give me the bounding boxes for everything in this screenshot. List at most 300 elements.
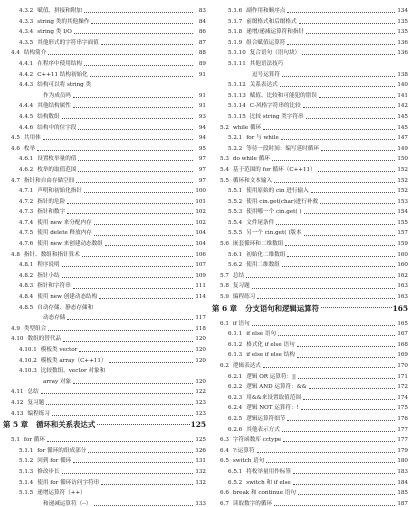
toc-dot-leader bbox=[287, 12, 395, 13]
toc-dot-leader bbox=[297, 357, 395, 358]
toc-entry bbox=[212, 433, 408, 444]
toc-dot-leader bbox=[67, 213, 193, 214]
toc-dot-leader bbox=[293, 484, 395, 485]
toc-entry-title: 编程练习 bbox=[232, 294, 256, 301]
toc-entry-title: switch 语句 bbox=[232, 458, 265, 465]
toc-dot-leader bbox=[278, 335, 395, 336]
toc-entry-page: 180 bbox=[397, 458, 408, 465]
toc-entry-page: 120 bbox=[195, 378, 206, 385]
toc-entry bbox=[3, 407, 206, 418]
toc-dot-leader bbox=[62, 118, 193, 119]
toc-entry-page: 86 bbox=[198, 29, 206, 36]
toc-entry-page: 123 bbox=[195, 399, 206, 406]
toc-entry-page: 122 bbox=[195, 389, 206, 396]
toc-chapter-entry bbox=[3, 417, 206, 433]
toc-dot-leader bbox=[257, 298, 395, 299]
toc-entry-page: 84 bbox=[198, 18, 206, 25]
toc-entry-number: 4.8.2 bbox=[19, 272, 34, 279]
toc-entry-title: 分支语句和逻辑运算符 bbox=[245, 303, 319, 313]
toc-dot-leader bbox=[276, 224, 395, 225]
toc-entry-number: 5.5.1 bbox=[228, 188, 243, 195]
toc-dot-leader bbox=[78, 171, 193, 172]
toc-entry bbox=[3, 174, 206, 185]
toc-entry-page: 152 bbox=[397, 188, 408, 195]
toc-entry-page: 176 bbox=[397, 415, 408, 422]
toc-entry bbox=[212, 370, 408, 381]
toc-entry-title: 总结 bbox=[27, 389, 39, 396]
toc-entry bbox=[3, 46, 206, 57]
toc-entry-page: 125 bbox=[195, 437, 206, 444]
toc-entry-title: 指针和字符串 bbox=[37, 283, 71, 290]
toc-entry-number: 第 5 章 bbox=[3, 420, 29, 430]
toc-entry-page: 107 bbox=[195, 262, 206, 269]
toc-entry-number: 6.6 bbox=[220, 490, 229, 497]
toc-entry-number: 5.1.2 bbox=[19, 458, 34, 465]
toc-entry-title: for 与 while bbox=[246, 135, 279, 142]
toc-entry-number: 6.7 bbox=[220, 500, 229, 507]
toc-entry-title: C-风格字符串的比较 bbox=[249, 103, 301, 110]
toc-entry-title: 递增/递减运算符和指针 bbox=[246, 29, 305, 36]
toc-entry-number: 6.1.3 bbox=[228, 352, 243, 359]
toc-entry-title: 结构简介 bbox=[23, 50, 47, 57]
toc-entry-title: 指针的危险 bbox=[37, 198, 66, 205]
toc-entry-page: 160 bbox=[397, 251, 408, 258]
toc-entry bbox=[212, 78, 408, 89]
toc-entry-title: 类型组合 bbox=[23, 325, 47, 332]
toc-entry-number: 4.5 bbox=[11, 135, 20, 142]
toc-dot-leader bbox=[67, 203, 193, 204]
toc-entry bbox=[212, 412, 408, 423]
toc-entry bbox=[3, 269, 206, 280]
toc-entry-page: 104 bbox=[195, 230, 206, 237]
toc-entry-page: 91 bbox=[198, 103, 206, 110]
toc-entry bbox=[212, 380, 408, 391]
toc-entry-page: 102 bbox=[195, 219, 206, 226]
toc-entry-number: 4.10.3 bbox=[19, 368, 37, 375]
toc-dot-leader bbox=[46, 404, 193, 405]
toc-entry-number: 4.3.3 bbox=[19, 18, 34, 25]
toc-entry-title: 编程练习 bbox=[27, 410, 50, 417]
toc-entry-number: 4.3.5 bbox=[19, 39, 34, 46]
toc-entry bbox=[3, 476, 206, 487]
toc-entry-number: 5.1.11 bbox=[228, 60, 246, 67]
toc-entry-page: 160 bbox=[397, 262, 408, 269]
toc-dot-leader bbox=[303, 399, 395, 400]
toc-entry bbox=[212, 290, 408, 301]
toc-dot-leader bbox=[43, 139, 193, 140]
toc-dot-leader bbox=[283, 441, 395, 442]
toc-entry bbox=[212, 226, 408, 237]
toc-entry bbox=[212, 174, 408, 185]
toc-entry bbox=[3, 375, 206, 386]
toc-entry bbox=[3, 465, 206, 476]
toc-entry bbox=[212, 317, 408, 328]
toc-entry bbox=[212, 476, 408, 487]
toc-entry-title: 使用 cin.get(char)进行补救 bbox=[246, 198, 319, 205]
toc-entry-page: 167 bbox=[397, 331, 408, 338]
toc-dot-leader bbox=[287, 420, 395, 421]
toc-entry-number: 4.4.4 bbox=[19, 103, 34, 110]
toc-entry-page: 177 bbox=[397, 426, 408, 433]
toc-entry-number: 5.1.9 bbox=[228, 39, 243, 46]
toc-entry-title: 修改步长 bbox=[37, 468, 60, 475]
toc-dot-leader bbox=[109, 362, 194, 363]
toc-dot-leader bbox=[101, 44, 193, 45]
toc-dot-leader bbox=[297, 346, 395, 347]
toc-entry-number: 6.2 bbox=[220, 363, 229, 369]
toc-entry bbox=[212, 423, 408, 434]
toc-entry-page: 138 bbox=[397, 71, 408, 78]
toc-entry bbox=[212, 46, 408, 57]
toc-entry bbox=[3, 15, 206, 26]
toc-entry bbox=[3, 364, 206, 375]
toc-entry-number: 4.7.6 bbox=[19, 241, 34, 248]
toc-entry-page: 106 bbox=[195, 251, 206, 258]
toc-entry-number: 4.10.2 bbox=[19, 357, 37, 364]
toc-entry-page: 97 bbox=[198, 166, 206, 173]
toc-entry bbox=[3, 354, 206, 365]
toc-entry bbox=[212, 184, 408, 195]
toc-dot-leader bbox=[304, 235, 395, 236]
toc-entry-title: while 循环 bbox=[232, 124, 262, 131]
toc-entry bbox=[3, 205, 206, 216]
toc-dot-leader bbox=[41, 393, 193, 394]
toc-dot-leader bbox=[298, 378, 395, 379]
toc-entry-title: 设置枚举量的值 bbox=[37, 156, 77, 163]
toc-entry-page: 154 bbox=[397, 209, 408, 216]
toc-dot-leader bbox=[280, 86, 395, 87]
toc-entry bbox=[3, 258, 206, 269]
toc-entry-title: 逻辑 OR 运算符：|| bbox=[246, 373, 296, 380]
toc-entry-number: 4.4.1 bbox=[19, 60, 34, 67]
toc-entry bbox=[3, 131, 206, 142]
toc-entry-page: 126 bbox=[195, 447, 206, 454]
toc-entry-page: 133 bbox=[195, 500, 206, 507]
toc-dot-leader bbox=[246, 277, 395, 278]
toc-dot-leader bbox=[287, 44, 395, 45]
toc-entry-number: 5.9 bbox=[220, 294, 229, 301]
toc-entry-number: 5.2 bbox=[220, 124, 229, 131]
toc-entry-title: if else 语句 bbox=[246, 331, 277, 338]
toc-entry-number: 4.4.5 bbox=[19, 113, 34, 120]
toc-entry-number: 6.5.1 bbox=[228, 468, 243, 475]
toc-entry bbox=[212, 497, 408, 507]
toc-entry-title: switch 和 if else bbox=[246, 479, 291, 486]
toc-entry-number: 4.12 bbox=[11, 399, 24, 406]
toc-dot-leader bbox=[79, 351, 193, 352]
toc-dot-leader bbox=[94, 224, 193, 225]
toc-entry-page: 117 bbox=[195, 315, 206, 322]
toc-entry-title: 枚举 bbox=[23, 145, 36, 152]
toc-dot-leader bbox=[285, 245, 395, 246]
toc-entry-number: 4.10.1 bbox=[19, 347, 37, 353]
toc-entry-number: 4.9 bbox=[11, 325, 20, 332]
toc-entry-title: 副作用和顺序点 bbox=[246, 8, 286, 14]
toc-entry-page: 163 bbox=[397, 283, 408, 290]
toc-entry-number: 5.1.8 bbox=[228, 29, 243, 36]
toc-dot-leader bbox=[274, 182, 395, 183]
toc-entry-title: 嵌套循环和二维数组 bbox=[232, 241, 284, 248]
toc-dot-leader bbox=[266, 462, 395, 463]
toc-entry-page: 111 bbox=[195, 283, 206, 290]
toc-entry-title: 将枚举量用作标签 bbox=[246, 468, 291, 475]
toc-entry-title: 模板类 vector bbox=[40, 347, 78, 353]
toc-entry-page: 91 bbox=[198, 71, 206, 78]
toc-entry-number: 5.5.3 bbox=[228, 209, 243, 216]
toc-entry-title: 其他表示方式 bbox=[246, 426, 280, 433]
toc-entry-title: C++11 结构初始化 bbox=[37, 71, 88, 78]
toc-entry-title: 结构可以将 string 类 bbox=[37, 82, 92, 89]
toc-entry-number: 4.7.3 bbox=[19, 209, 34, 216]
toc-entry-number: 6.5.2 bbox=[228, 479, 243, 486]
toc-entry-title: 指针和数字 bbox=[37, 209, 66, 216]
toc-entry-title: 用&&来设置取值范围 bbox=[246, 394, 301, 401]
toc-entry bbox=[3, 216, 206, 227]
toc-entry bbox=[3, 226, 206, 237]
toc-entry-title: 作为成员吗 bbox=[43, 92, 71, 99]
toc-entry-title: 等待一段时间：编写延时循环 bbox=[246, 145, 319, 152]
toc-right-column bbox=[212, 4, 408, 507]
toc-dot-leader bbox=[48, 330, 193, 331]
toc-entry-page: 94 bbox=[198, 135, 206, 142]
toc-entry bbox=[212, 359, 408, 370]
toc-entry-page: 87 bbox=[198, 39, 206, 46]
toc-entry-page: 170 bbox=[397, 363, 408, 369]
toc-entry-page: 120 bbox=[195, 347, 206, 353]
toc-entry bbox=[3, 25, 206, 36]
toc-dot-leader bbox=[67, 319, 193, 320]
toc-entry-page: 125 bbox=[190, 420, 206, 430]
toc-dot-leader bbox=[73, 288, 193, 289]
toc-entry-number: 6.4 bbox=[220, 447, 229, 454]
toc-entry bbox=[212, 348, 408, 359]
toc-entry-page: 95 bbox=[198, 145, 206, 152]
toc-entry-number: 6.2.5 bbox=[228, 415, 243, 422]
toc-entry bbox=[212, 327, 408, 338]
toc-dot-leader bbox=[62, 473, 193, 474]
toc-entry-number: 4.4.3 bbox=[19, 82, 34, 89]
toc-entry bbox=[212, 131, 408, 142]
toc-entry bbox=[212, 391, 408, 402]
toc-entry-number: 5.1.13 bbox=[228, 92, 246, 99]
toc-entry-page: 175 bbox=[397, 405, 408, 412]
toc-entry-title: 逻辑表达式 bbox=[232, 363, 261, 369]
toc-entry-page: 123 bbox=[195, 410, 206, 417]
toc-dot-leader bbox=[105, 245, 193, 246]
toc-dot-leader bbox=[306, 118, 395, 119]
toc-entry bbox=[212, 4, 408, 15]
toc-entry-number: 4.3.2 bbox=[19, 8, 34, 14]
toc-entry-number: 5.1.12 bbox=[228, 82, 246, 89]
toc-entry bbox=[212, 99, 408, 110]
toc-entry bbox=[3, 4, 206, 15]
toc-entry-number: 4.4.6 bbox=[19, 124, 34, 131]
toc-entry-number: 5.6.2 bbox=[228, 262, 243, 269]
toc-entry-title: 回到 for 循环 bbox=[37, 458, 72, 465]
toc-entry-number: 4.4.2 bbox=[19, 71, 34, 78]
toc-entry-number: 5.7 bbox=[220, 272, 229, 279]
toc-entry bbox=[212, 486, 408, 497]
toc-dot-leader bbox=[73, 97, 193, 98]
toc-dot-leader bbox=[263, 129, 395, 130]
toc-entry-number: 5.1.15 bbox=[228, 113, 246, 120]
toc-dot-leader bbox=[82, 256, 193, 257]
toc-entry-page: 185 bbox=[397, 490, 408, 497]
toc-entry-number: 5.5.5 bbox=[228, 230, 243, 237]
toc-entry-page: 109 bbox=[195, 272, 206, 279]
toc-entry-page: 132 bbox=[195, 468, 206, 475]
toc-entry-title: 复合语句（语句块） bbox=[249, 50, 301, 57]
toc-entry-title: 其他形式的字符串字面值 bbox=[37, 39, 99, 46]
toc-dot-leader bbox=[321, 307, 392, 308]
toc-entry-number: 4.8.5 bbox=[19, 304, 34, 311]
toc-entry-page: 97 bbox=[198, 156, 206, 163]
toc-entry-page: 97 bbox=[198, 177, 206, 184]
toc-entry-number: 6.2.1 bbox=[228, 373, 243, 380]
toc-entry-title: 自动存储、静态存储和 bbox=[37, 304, 94, 311]
toc-dot-leader bbox=[282, 76, 395, 77]
toc-entry-page: 153 bbox=[397, 198, 408, 205]
toc-entry bbox=[212, 258, 408, 269]
toc-entry-title: if else if else 结构 bbox=[246, 352, 295, 359]
toc-entry-title: 基于范围的 for 循环（C++11） bbox=[232, 166, 316, 173]
toc-entry-title: 前缀格式和后缀格式 bbox=[246, 18, 297, 25]
toc-entry-number: 4.3.4 bbox=[19, 29, 34, 36]
toc-dot-leader bbox=[320, 203, 395, 204]
toc-dot-leader bbox=[282, 266, 395, 267]
toc-entry-number: 4.8.3 bbox=[19, 283, 34, 290]
toc-entry-title: array 对象 bbox=[43, 378, 72, 385]
toc-entry bbox=[212, 15, 408, 26]
toc-entry-title: 使用 for 循环访问字符串 bbox=[37, 479, 100, 486]
toc-entry bbox=[3, 121, 206, 132]
toc-entry-number: 4.7.1 bbox=[19, 188, 34, 195]
toc-entry-title: 复习题 bbox=[232, 283, 250, 290]
toc-entry-number: 4.8.4 bbox=[19, 294, 34, 301]
toc-entry-title: string 类 I/O bbox=[37, 29, 72, 36]
toc-entry-title: 逻辑 AND 运算符：&& bbox=[246, 384, 307, 391]
toc-entry-title: 逻辑运算符细节 bbox=[246, 415, 286, 422]
toc-entry-title: 比较 string 类字符串 bbox=[249, 113, 304, 120]
toc-entry-title: 循环和文本输入 bbox=[232, 177, 273, 184]
toc-dot-leader bbox=[318, 171, 395, 172]
toc-entry bbox=[3, 322, 206, 333]
toc-entry-title: do while 循环 bbox=[232, 156, 270, 163]
toc-entry-page: 131 bbox=[195, 458, 206, 465]
toc-entry-title: 使用原始的 cin 进行输入 bbox=[246, 188, 309, 195]
toc-entry-title: 使用 new 创建动态结构 bbox=[37, 294, 98, 301]
toc-entry-page: 136 bbox=[397, 50, 408, 57]
toc-entry-title: 程序说明 bbox=[37, 262, 60, 269]
toc-entry-page: 91 bbox=[198, 92, 206, 99]
toc-entry bbox=[3, 184, 206, 195]
toc-entry bbox=[212, 110, 408, 121]
toc-entry-title: 使用 new 来分配内存 bbox=[37, 219, 92, 226]
toc-entry-number: 4.7.4 bbox=[19, 219, 34, 226]
toc-entry bbox=[212, 57, 408, 68]
toc-entry-page: 89 bbox=[198, 60, 206, 67]
toc-entry bbox=[3, 142, 206, 153]
toc-entry-title: 使用哪一个 cin.get( ) bbox=[246, 209, 302, 216]
toc-left-column bbox=[3, 4, 206, 507]
toc-entry bbox=[3, 385, 206, 396]
toc-entry-page: 120 bbox=[195, 336, 206, 343]
toc-dot-leader bbox=[252, 288, 395, 289]
toc-entry-title: 赋值、拼接和附加 bbox=[37, 8, 82, 14]
toc-entry-title: 在程序中使用结构 bbox=[37, 60, 82, 67]
toc-entry-page: 177 bbox=[397, 437, 408, 444]
toc-entry-number: 5.6 bbox=[220, 241, 229, 248]
toc-entry-number: 6.1.1 bbox=[228, 331, 243, 338]
toc-dot-leader bbox=[301, 409, 395, 410]
toc-entry bbox=[3, 343, 206, 354]
toc-entry-page: 140 bbox=[397, 82, 408, 89]
toc-entry-page: 142 bbox=[397, 103, 408, 110]
toc-entry-number: 6.2.4 bbox=[228, 405, 243, 412]
toc-entry-page: 135 bbox=[397, 29, 408, 36]
toc-entry-number: 6.2.2 bbox=[228, 384, 243, 391]
toc-entry-page: 104 bbox=[195, 241, 206, 248]
toc-entry bbox=[212, 338, 408, 349]
toc-entry bbox=[212, 248, 408, 259]
toc-entry-page: 132 bbox=[195, 479, 206, 486]
toc-dot-leader bbox=[304, 213, 395, 214]
toc-entry-title: 和递减运算符（--） bbox=[43, 500, 92, 507]
toc-entry bbox=[3, 89, 206, 100]
toc-entry-number: 5.3 bbox=[220, 156, 229, 163]
toc-entry-title: ?:运算符 bbox=[232, 447, 255, 454]
toc-entry-number: 4.10 bbox=[11, 336, 24, 343]
toc-entry-title: 赋值、比较和可能犯的错误 bbox=[249, 92, 317, 99]
toc-entry-page: 168 bbox=[397, 341, 408, 348]
toc-entry bbox=[3, 332, 206, 343]
toc-dot-leader bbox=[101, 484, 193, 485]
toc-entry-page: 120 bbox=[195, 357, 206, 364]
toc-entry-page: 187 bbox=[397, 500, 408, 507]
toc-entry-title: 总结 bbox=[232, 272, 245, 279]
toc-entry-number: 4.6.1 bbox=[19, 156, 34, 163]
toc-entry-number: 5.6.1 bbox=[228, 251, 243, 258]
toc-entry-title: 逻辑 NOT 运算符：! bbox=[246, 405, 299, 412]
toc-entry-page: 163 bbox=[397, 294, 408, 301]
toc-entry-page: 147 bbox=[397, 135, 408, 142]
toc-entry-number: 6.1 bbox=[220, 320, 229, 327]
toc-entry-title: 声明和初始化指针 bbox=[37, 188, 82, 195]
toc-entry-page: 162 bbox=[397, 272, 408, 279]
toc-entry bbox=[212, 454, 408, 465]
toc-entry-page: 157 bbox=[397, 230, 408, 237]
toc-entry-title: 初始化二维数组 bbox=[246, 251, 286, 258]
toc-entry-number: 5.1.5 bbox=[19, 490, 34, 497]
toc-entry bbox=[3, 454, 206, 465]
toc-dot-leader bbox=[91, 23, 193, 24]
toc-entry-number: 4.6 bbox=[11, 145, 20, 152]
toc-entry-page: 93 bbox=[198, 113, 206, 120]
toc-entry-number: 5.1.1 bbox=[19, 447, 34, 454]
toc-entry bbox=[3, 311, 206, 322]
toc-entry bbox=[212, 36, 408, 47]
toc-entry-number: 4.6.2 bbox=[19, 166, 34, 173]
toc-entry-page: 165 bbox=[397, 320, 408, 327]
toc-entry bbox=[3, 279, 206, 290]
toc-entry-number: 5.2.2 bbox=[228, 145, 243, 152]
toc-entry-page: 159 bbox=[397, 241, 408, 248]
toc-entry bbox=[212, 216, 408, 227]
toc-dot-leader bbox=[73, 462, 193, 463]
toc-entry-number: 5.1.3 bbox=[19, 468, 34, 475]
toc-entry bbox=[3, 497, 206, 507]
toc-entry bbox=[212, 401, 408, 412]
